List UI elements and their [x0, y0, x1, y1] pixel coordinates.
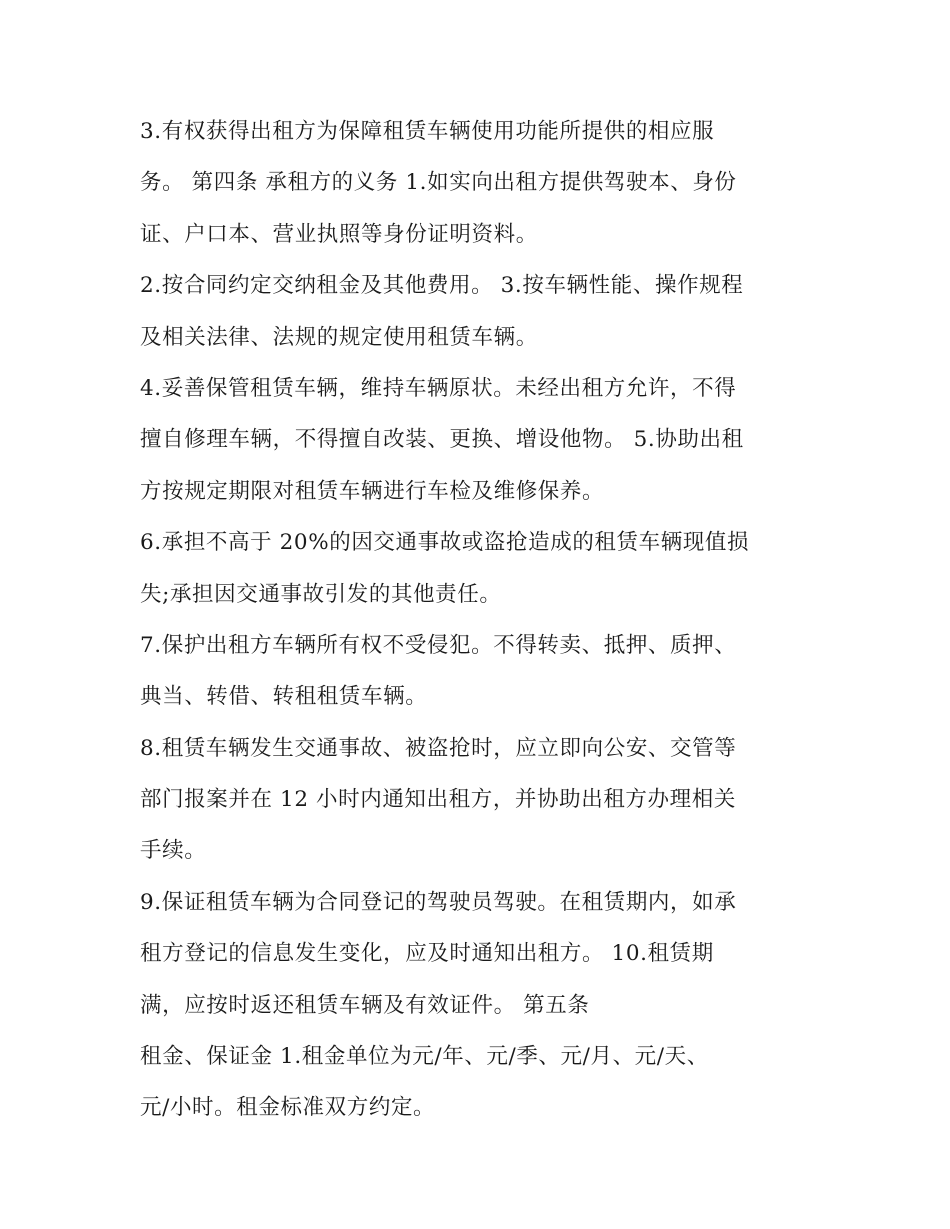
text-line: 失;承担因交通事故引发的其他责任。 — [140, 581, 502, 607]
text-line: 7.保护出租方车辆所有权不受侵犯。不得转卖、抵押、质押、 — [140, 632, 737, 658]
text-line: 3.有权获得出租方为保障租赁车辆使用功能所提供的相应服 — [140, 119, 715, 144]
text-line: 元/小时。租金标准双方约定。 — [140, 1095, 436, 1121]
text-line: 8.租赁车辆发生交通事故、被盗抢时，应立即向公安、交管等 — [140, 735, 737, 761]
text-line: 证、户口本、营业执照等身份证明资料。 — [140, 221, 538, 247]
text-line: 方按规定期限对租赁车辆进行车检及维修保养。 — [140, 478, 605, 504]
text-line: 及相关法律、法规的规定使用租赁车辆。 — [140, 324, 538, 350]
text-line: 6.承担不高于 20%的因交通事故或盗抢造成的租赁车辆现值损 — [140, 530, 750, 556]
text-line: 满，应按时返还租赁车辆及有效证件。 第五条 — [140, 992, 590, 1018]
text-line: 擅自修理车辆，不得擅自改装、更换、增设他物。 5.协助出租 — [140, 427, 744, 453]
text-line: 租金、保证金 1.租金单位为元/年、元/季、元/月、元/天、 — [140, 1044, 709, 1070]
text-line: 2.按合同约定交纳租金及其他费用。 3.按车辆性能、操作规程 — [140, 273, 744, 299]
text-line: 务。 第四条 承租方的义务 1.如实向出租方提供驾驶本、身份 — [140, 170, 737, 196]
text-line: 典当、转借、转租租赁车辆。 — [140, 684, 428, 710]
contract-text — [140, 106, 820, 1134]
text-line: 租方登记的信息发生变化，应及时通知出租方。 10.租赁期 — [140, 941, 714, 967]
text-line: 手续。 — [140, 838, 207, 864]
text-line: 4.妥善保管租赁车辆，维持车辆原状。未经出租方允许，不得 — [140, 375, 737, 401]
text-line: 9.保证租赁车辆为合同登记的驾驶员驾驶。在租赁期内，如承 — [140, 889, 737, 915]
text-line: 部门报案并在 12 小时内通知出租方，并协助出租方办理相关 — [140, 787, 736, 813]
